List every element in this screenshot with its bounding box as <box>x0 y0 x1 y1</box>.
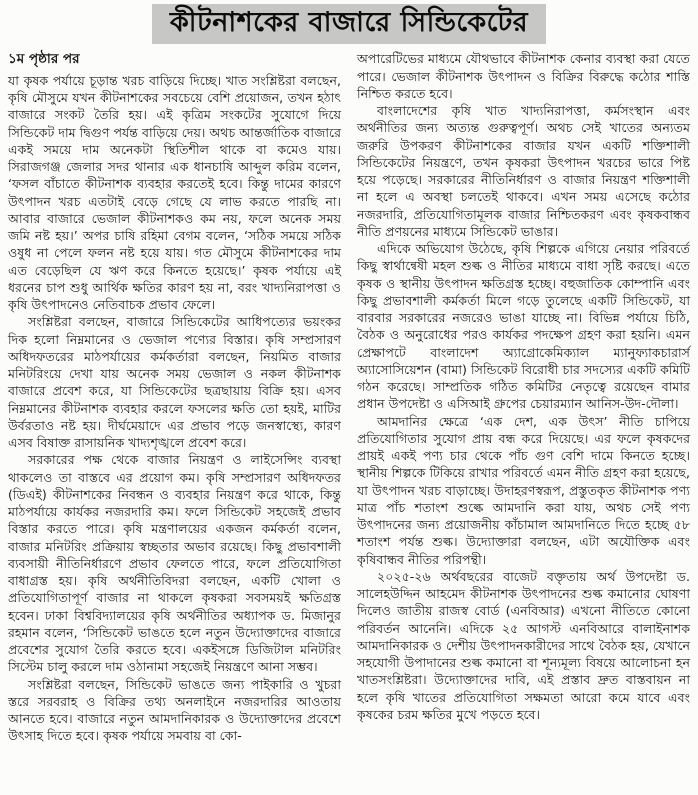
paragraph: বাংলাদেশের কৃষি খাত খাদ্যনিরাপত্তা, কর্মসংস্থান এবং অর্থনীতির জন্য অত্যন্ত গুরুত্বপূর্ণ। অথচ সেই খাতের অন্যতম জরুরি উপকরণ কীটনাশকের বাজার যখন একটি শক্তিশালী সিন্ডিকেটের নিয়ন্ত্রণে, তখন কৃষকরা উৎপাদন খরচের ভারে পিষ্ট হয়ে পড়েছে। সরকারের নীতিনির্ধারণ ও বাজার নিয়ন্ত্রণ শক্তিশালী না হলে এ অবস্থা চলতেই থাকবে। এখন সময় এসেছে কঠোর নজরদারি, প্রতিযোগিতামূলক বাজার নিশ্চিতকরণ এবং কৃষকবান্ধব নীতি প্রণয়নের মাধ্যমে সিন্ডিকেট ভাঙার। <box>357 103 690 239</box>
paragraph: ২০২৫-২৬ অর্থবছরের বাজেট বক্তৃতায় অর্থ উপদেষ্টা ড. সালেহউদ্দিন আহমেদ কীটনাশক উৎপাদনের শুল্ক কমানোর ঘোষণা দিলেও জাতীয় রাজস্ব বোর্ড (এনবিআর) এখনো নীতিতে কোনো পরিবর্তন আনেনি। এদিকে ২৫ আগস্ট এনবিআরে বালাইনাশক আমদানিকারক ও দেশীয় উৎপাদনকারীদের সাথে বৈঠক হয়, যেখানে সহযোগী উপাদানের শুল্ক কমানো বা শূন্যমূল্য বিষয়ে আলোচনা হন খাতসংশ্লিষ্টরা। উদ্যোক্তাদের দাবি, এই প্রস্তাব দ্রুত বাস্তবায়ন না হলে কৃষি খাতের প্রতিযোগিতা সক্ষমতা আরো কমে যাবে এবং কৃষকের চরম ক্ষতির মুখে পড়তে হবে। <box>357 568 690 722</box>
article-columns <box>8 50 690 744</box>
paragraph: অপারেটিভের মাধ্যমে যৌথভাবে কীটনাশক কেনার ব্যবস্থা করা যেতে পারে। ভেজাল কীটনাশক উৎপাদন ও বিক্রির বিরুদ্ধে কঠোর শাস্তি নিশ্চিত করতে হবে। <box>357 51 690 101</box>
paragraph: সরকারের পক্ষ থেকে বাজার নিয়ন্ত্রণ ও লাইসেন্সিং ব্যবস্থা থাকলেও তা বাস্তবে এর প্রয়োগ কম। কৃষি সম্প্রসারণ অধিদফতর (ডিএই) কীটনাশকের নিবন্ধন ও ব্যবহার নিয়ন্ত্রণ করে থাকে, কিন্তু মাঠপর্যায়ে কার্যকর নজরদারি কম। ফলে সিন্ডিকেট সহজেই প্রভাব বিস্তার করতে পারে। কৃষি মন্ত্রণালয়ের একজন কর্মকর্তা বলেন, বাজার মনিটরিং প্রক্রিয়ায় স্বচ্ছতার অভাব রয়েছে। কিছু প্রভাবশালী ব্যবসায়ী নীতিনির্ধারণে প্রভাব ফেলতে পারে, ফলে প্রতিযোগিতা বাধাগ্রস্ত হয়। কৃষি অর্থনীতিবিদরা বলছেন, একটি খোলা ও প্রতিযোগিতাপূর্ণ বাজার না থাকলে কৃষকরা সবসময়ই ক্ষতিগ্রস্ত হবেন। ঢাকা বিশ্ববিদ্যালয়ের কৃষি অর্থনীতির অধ্যাপক ড. মিজানুর রহমান বলেন, ‘সিন্ডিকেট ভাঙতে হলে নতুন উদ্যোক্তাদের বাজারে প্রবেশের সুযোগ তৈরি করতে হবে। একইসঙ্গে ডিজিটাল মনিটরিং সিস্টেম চালু করলে দাম ওঠানামা সহজেই নিয়ন্ত্রণে আনা সম্ভব। <box>8 452 341 675</box>
article-title-row <box>8 4 690 44</box>
continuation-label: ১ম পৃষ্ঠার পর <box>8 51 80 68</box>
left-column <box>8 50 341 744</box>
article-title: কীটনাশকের বাজারে সিন্ডিকেটের <box>152 4 546 44</box>
paragraph: এদিকে অভিযোগ উঠেছে, কৃষি শিল্পকে এগিয়ে নেয়ার পরিবর্তে কিছু স্বার্থান্বেষী মহল শুল্ক ও নীতির মাধ্যমে বাধা সৃষ্টি করছে। এতে কৃষক ও স্থানীয় উৎপাদন ক্ষতিগ্রস্ত হচ্ছে। বহুজাতিক কোম্পানি এবং কিছু প্রভাবশালী কর্মকর্তা মিলে গড়ে তুলেছে একটি সিন্ডিকেট, যা বারবার সরকারের নজরেও ভাঙা যাচ্ছে না। বিভিন্ন পর্যায়ে চিঠি, বৈঠক ও অনুরোধের পরও কার্যকর পদক্ষেপ গ্রহণ করা হয়নি। এমন প্রেক্ষাপটে বাংলাদেশ অ্যাগ্রোকেমিক্যাল ম্যানুফ্যাকচারার্স অ্যাসোসিয়েশন (বামা) সিন্ডিকেট বিরোধী চার সদস্যের একটি কমিটি গঠন করেছে। সাম্প্রতিক গঠিত কমিটির নেতৃত্বে রয়েছেন বামার প্রধান উপদেষ্টা ও এসিআই গ্রুপের চেয়ারম্যান আনিস-উদ-দৌলা। <box>357 241 690 412</box>
right-column <box>357 50 690 723</box>
paragraph: সংশ্লিষ্টরা বলছেন, বাজারে সিন্ডিকেটের আধিপত্যের ভয়ংকর দিক হলো নিম্নমানের ও ভেজাল পণ্যের বিস্তার। কৃষি সম্প্রসারণ অধিদফতরের মাঠপর্যায়ের কর্মকর্তারা বলছেন, নিয়মিত বাজার মনিটরিংয়ে দেখা যায় অনেক সময় ভেজাল ও নকল কীটনাশক বাজারে প্রবেশ করে, যা সিন্ডিকেটের ছত্রছায়ায় বিক্রি হয়। এসব নিম্নমানের কীটনাশক ব্যবহার করলে ফসলের ক্ষতি তো হয়ই, মাটির উর্বরতাও নষ্ট হয়। দীর্ঘমেয়াদে এর প্রভাব পড়ে জনস্বাস্থ্যে, কারণ এসব বিষাক্ত রাসায়নিক খাদ্যশৃঙ্খলে প্রবেশ করে। <box>8 314 341 451</box>
paragraph: যা কৃষক পর্যায়ে চূড়ান্ত খরচ বাড়িয়ে দিচ্ছে। খাত সংশ্লিষ্টরা বলছেন, কৃষি মৌসুমে যখন কীটনাশকের সবচেয়ে বেশি প্রয়োজন, তখন হঠাৎ বাজারে সংকট তৈরি হয়। এই কৃত্রিম সংকটের সুযোগে দিয়ে সিন্ডিকেট দাম দ্বিগুণ পর্যন্ত বাড়িয়ে দেয়। অথচ আন্তর্জাতিক বাজারে একই সময়ে দাম অনেকটা স্থিতিশীল থাকে বা কমেও যায়। সিরাজগঞ্জ জেলার সদর থানার এক ধানচাষি আব্দুল করিম বলেন, ‘ফসল বাঁচাতে কীটনাশক ব্যবহার করতেই হবে। কিন্তু দামের কারণে উৎপাদন খরচ এতটাই বেড়ে গেছে যে লাভ করতে পারছি না। আবার বাজারে ভেজাল কীটনাশকও কম নয়, ফলে অনেক সময় জমি নষ্ট হয়।’ অপর চাষি রহিমা বেগম বলেন, ‘সঠিক সময়ে সঠিক ওষুধ না পেলে ফলন নষ্ট হয়ে যায়। গত মৌসুমে কীটনাশকের দাম এত বেড়েছিল যে ঋণ করে কিনতে হয়েছে।’ কৃষক পর্যায়ে এই ধরনের চাপ শুধু আর্থিক ক্ষতির কারণ হয় না, বরং খাদ্যনিরাপত্তা ও কৃষি উৎপাদনেও নেতিবাচক প্রভাব ফেলে। <box>8 72 341 313</box>
paragraph: সংশ্লিষ্টরা বলছেন, সিন্ডিকেট ভাঙতে জন্য পাইকারি ও খুচরা স্তরে সরবরাহ ও বিক্রির তথ্য অনলাইনে নজরদারির আওতায় আনতে হবে। বাজারে নতুন আমদানিকারক ও উদ্যোক্তাদের প্রবেশে উৎসাহ দিতে হবে। কৃষক পর্যায়ে সমবায় বা কো- <box>8 676 341 744</box>
paragraph: আমদানির ক্ষেত্রে ‘এক দেশ, এক উৎস’ নীতি চাপিয়ে প্রতিযোগিতার সুযোগ প্রায় বন্ধ করে দিয়েছে। এর ফলে কৃষকদের প্রায়ই একই পণ্য চার থেকে পাঁচ গুণ বেশি দামে কিনতে হচ্ছে। স্থানীয় শিল্পকে টিকিয়ে রাখার পরিবর্তে এমন নীতি গ্রহণ করা হয়েছে, যা উৎপাদন খরচ বাড়াচ্ছে। উদাহরণস্বরূপ, প্রস্তুতকৃত কীটনাশক পণ্য মাত্র পাঁচ শতাংশ শুল্কে আমদানি করা যায়, অথচ সেই পণ্য উৎপাদনের জন্য প্রয়োজনীয় কাঁচামাল আমদানিতে দিতে হচ্ছে ৫৮ শতাংশ পর্যন্ত শুল্ক। উদ্যোক্তারা বলছেন, এটা অযৌক্তিক এবং কৃষিবান্ধব নীতির পরিপন্থী। <box>357 413 690 567</box>
